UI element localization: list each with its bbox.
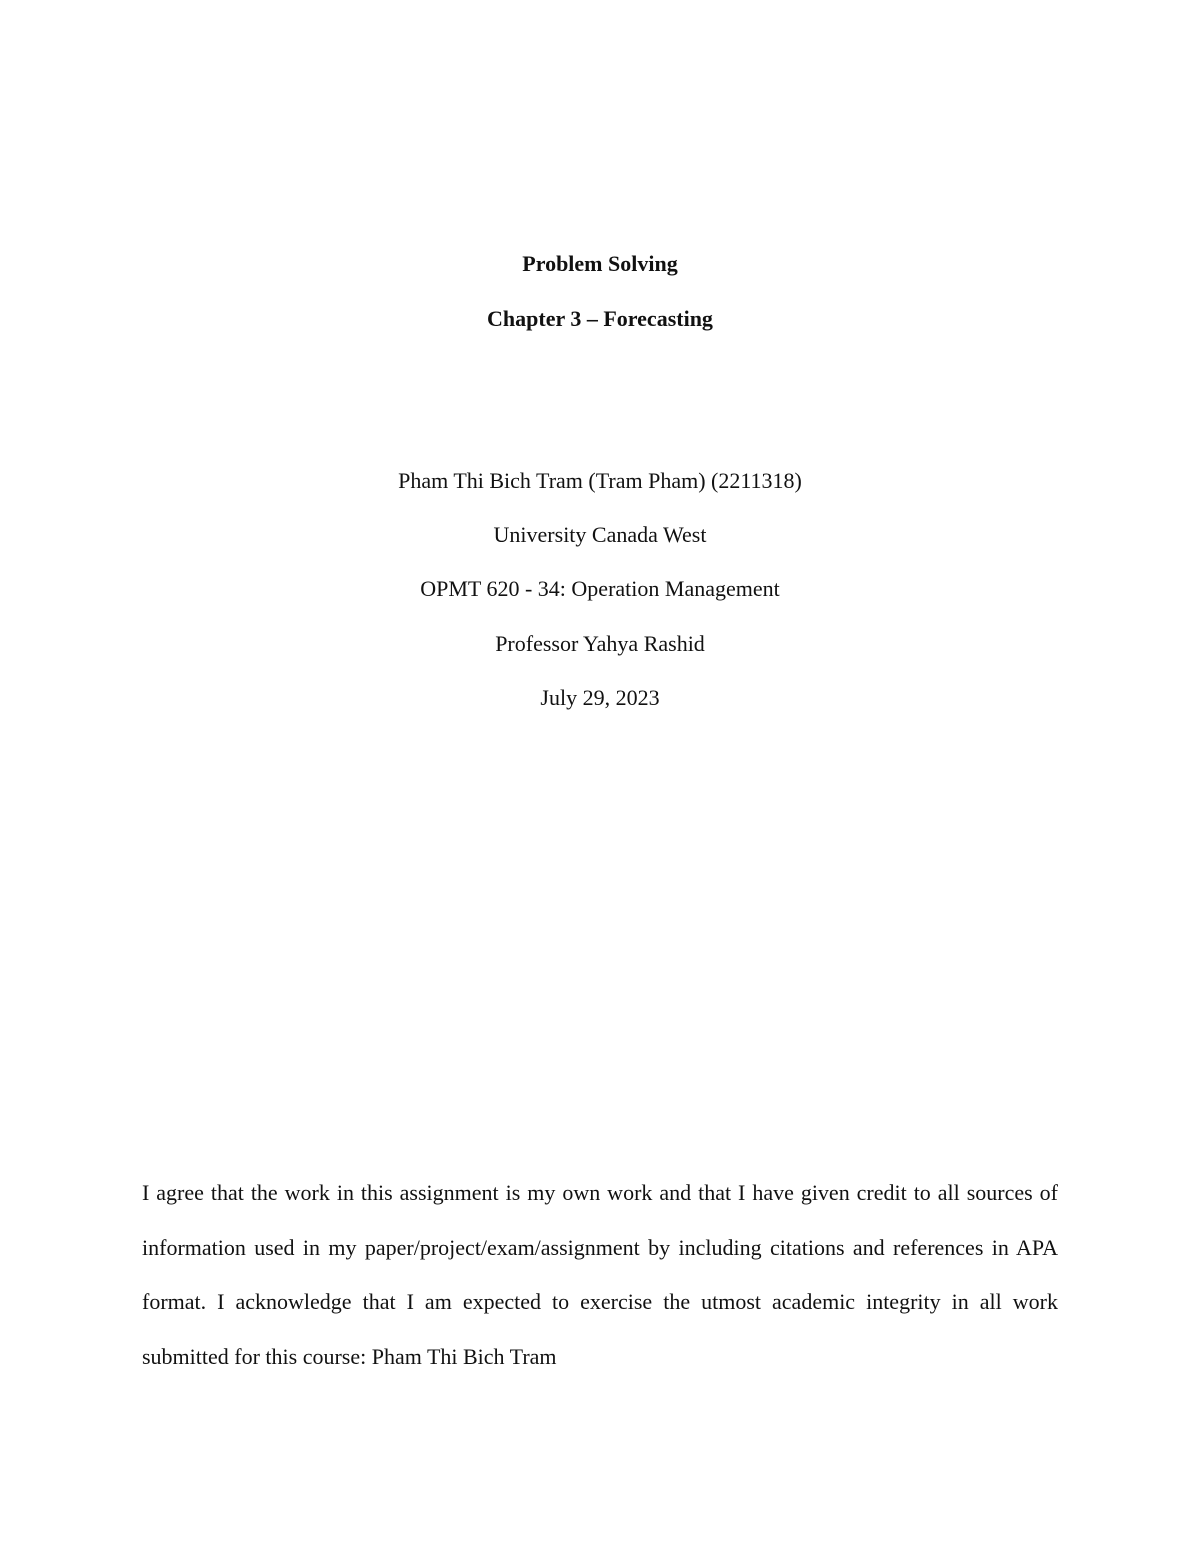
submission-date: July 29, 2023 [540,685,660,710]
instructor-name: Professor Yahya Rashid [495,631,705,656]
paper-title: Problem Solving [522,251,678,276]
institution-name: University Canada West [493,522,707,547]
paper-subtitle: Chapter 3 – Forecasting [487,306,713,331]
student-name: Pham Thi Bich Tram (Tram Pham) (2211318) [398,468,802,493]
course-name: OPMT 620 - 34: Operation Management [420,576,780,601]
academic-integrity-statement: I agree that the work in this assignment is my own work and that I have given credit to all sources of information used in my paper/project/exam/assignment by including citations and references in APA format. I acknowledge that I am expected to exercise the utmost academic integrity in all work submitted for this course: Pham Thi Bich Tram [142,1180,1058,1369]
